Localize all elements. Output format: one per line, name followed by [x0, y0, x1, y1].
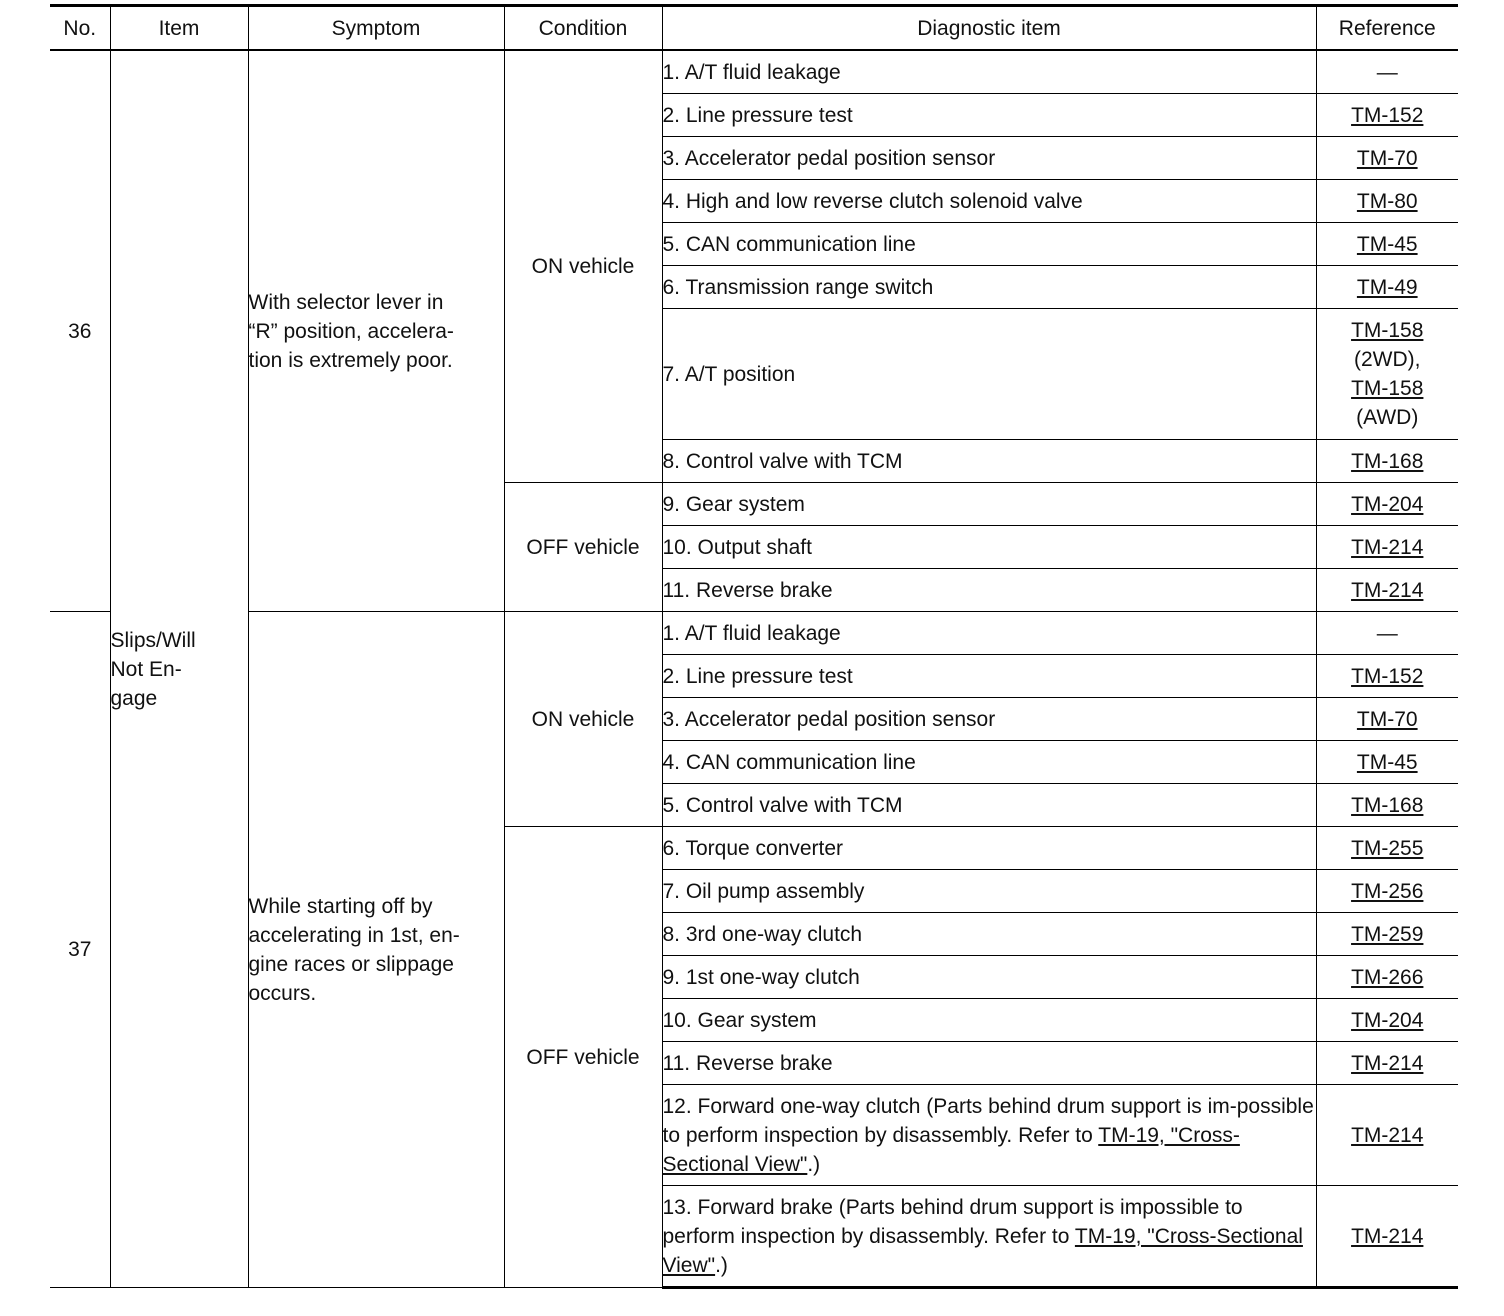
reference-cell — [1316, 569, 1458, 612]
diagnostic-item: 1. A/T fluid leakage — [662, 50, 1316, 94]
reference-link[interactable]: TM-45 — [1356, 232, 1418, 256]
condition-off-vehicle: OFF vehicle — [504, 827, 662, 1288]
table-row — [50, 612, 1458, 655]
reference-cell — [1316, 827, 1458, 870]
reference-link[interactable]: TM-214 — [1351, 1123, 1424, 1147]
reference-link[interactable]: TM-45 — [1356, 750, 1418, 774]
reference-cell: — — [1316, 612, 1458, 655]
reference-cell — [1316, 870, 1458, 913]
header-symptom: Symptom — [248, 6, 504, 51]
diagnostic-item: 7. A/T position — [662, 309, 1316, 440]
cross-sectional-view-link[interactable]: TM-19, "Cross-Sectional View" — [662, 1224, 1303, 1277]
diagnostic-item: 9. Gear system — [662, 483, 1316, 526]
reference-cell — [1316, 784, 1458, 827]
condition-off-vehicle: OFF vehicle — [504, 483, 662, 612]
reference-cell — [1316, 956, 1458, 999]
reference-cell — [1316, 266, 1458, 309]
reference-cell — [1316, 440, 1458, 483]
diagnostic-item — [662, 1085, 1316, 1186]
header-diagnostic-item: Diagnostic item — [662, 6, 1316, 51]
reference-cell — [1316, 223, 1458, 266]
condition-on-vehicle: ON vehicle — [504, 50, 662, 483]
reference-link[interactable]: TM-168 — [1351, 793, 1424, 817]
diagnostic-item: 5. Control valve with TCM — [662, 784, 1316, 827]
diagnostic-item: 3. Accelerator pedal position sensor — [662, 698, 1316, 741]
reference-link[interactable]: TM-256 — [1351, 879, 1424, 903]
diagnostic-item: 11. Reverse brake — [662, 1042, 1316, 1085]
reference-link[interactable]: TM-255 — [1351, 836, 1424, 860]
diagnostic-item: 6. Transmission range switch — [662, 266, 1316, 309]
reference-cell — [1316, 999, 1458, 1042]
symptom-37: While starting off by accelerating in 1st, en- gine races or slippage occurs. — [248, 612, 504, 1288]
reference-note: (2WD), — [1354, 348, 1421, 371]
condition-on-vehicle: ON vehicle — [504, 612, 662, 827]
diagnostic-item: 4. High and low reverse clutch solenoid valve — [662, 180, 1316, 223]
reference-cell — [1316, 483, 1458, 526]
item-cell — [110, 50, 248, 1288]
reference-link[interactable]: TM-214 — [1351, 535, 1424, 559]
reference-cell — [1316, 180, 1458, 223]
reference-link[interactable]: TM-80 — [1356, 189, 1418, 213]
reference-link[interactable]: TM-204 — [1351, 492, 1424, 516]
diagnostic-item — [662, 1186, 1316, 1288]
diagnostic-item: 6. Torque converter — [662, 827, 1316, 870]
diagnostic-text: 12. Forward one-way clutch (Parts behind drum support is im-possible to perform inspection by disassembly. Refer to — [662, 1094, 1314, 1147]
diagnostic-item: 1. A/T fluid leakage — [662, 612, 1316, 655]
reference-note: (AWD) — [1356, 406, 1419, 429]
diagnostic-item: 3. Accelerator pedal position sensor — [662, 137, 1316, 180]
header-row — [50, 6, 1458, 51]
diagnostic-item: 10. Gear system — [662, 999, 1316, 1042]
reference-cell: — — [1316, 50, 1458, 94]
reference-link[interactable]: TM-152 — [1351, 103, 1424, 127]
reference-link[interactable]: TM-158 — [1351, 319, 1424, 342]
diagnosis-table — [50, 4, 1458, 1289]
reference-cell — [1316, 1085, 1458, 1186]
diagnostic-text: 13. Forward brake (Parts behind drum support is impossible to perform inspection by disassembly. Refer to — [662, 1195, 1243, 1248]
diagnostic-item: 8. Control valve with TCM — [662, 440, 1316, 483]
reference-cell — [1316, 741, 1458, 784]
reference-cell — [1316, 137, 1458, 180]
item-line: gage — [110, 686, 158, 710]
diagnostic-item: 11. Reverse brake — [662, 569, 1316, 612]
diagnostic-item: 10. Output shaft — [662, 526, 1316, 569]
header-no: No. — [50, 6, 110, 51]
diagnostic-item: 4. CAN communication line — [662, 741, 1316, 784]
symptom-36: With selector lever in “R” position, accelera- tion is extremely poor. — [248, 50, 504, 612]
table-row — [50, 50, 1458, 94]
header-condition: Condition — [504, 6, 662, 51]
reference-link[interactable]: TM-266 — [1351, 965, 1424, 989]
diagnostic-item: 8. 3rd one-way clutch — [662, 913, 1316, 956]
reference-link[interactable]: TM-70 — [1356, 707, 1418, 731]
reference-link[interactable]: TM-168 — [1351, 449, 1424, 473]
header-reference: Reference — [1316, 6, 1458, 51]
reference-link[interactable]: TM-49 — [1356, 275, 1418, 299]
row-number-37: 37 — [50, 612, 110, 1288]
cross-sectional-view-link[interactable]: TM-19, "Cross-Sectional View" — [662, 1123, 1240, 1176]
diagnostic-item: 9. 1st one-way clutch — [662, 956, 1316, 999]
reference-cell — [1316, 526, 1458, 569]
reference-cell — [1316, 913, 1458, 956]
reference-cell — [1316, 698, 1458, 741]
reference-link[interactable]: TM-204 — [1351, 1008, 1424, 1032]
reference-link[interactable]: TM-70 — [1356, 146, 1418, 170]
header-item: Item — [110, 6, 248, 51]
item-line: Not En- — [110, 657, 182, 681]
diagnostic-item: 5. CAN communication line — [662, 223, 1316, 266]
diagnostic-item: 7. Oil pump assembly — [662, 870, 1316, 913]
diagnostic-text-tail: .) — [715, 1253, 728, 1277]
row-number-36: 36 — [50, 50, 110, 612]
reference-link[interactable]: TM-158 — [1351, 377, 1424, 400]
reference-cell — [1316, 655, 1458, 698]
reference-cell — [1316, 309, 1458, 440]
item-line: Slips/Will — [110, 628, 196, 652]
reference-link[interactable]: TM-214 — [1351, 1224, 1424, 1248]
reference-cell — [1316, 1186, 1458, 1288]
reference-cell — [1316, 94, 1458, 137]
diagnostic-item: 2. Line pressure test — [662, 94, 1316, 137]
diagnostic-item: 2. Line pressure test — [662, 655, 1316, 698]
reference-link[interactable]: TM-214 — [1351, 1051, 1424, 1075]
reference-cell — [1316, 1042, 1458, 1085]
diagnostic-text-tail: .) — [807, 1152, 821, 1176]
reference-link[interactable]: TM-259 — [1351, 922, 1424, 946]
reference-link[interactable]: TM-214 — [1351, 578, 1424, 602]
reference-link[interactable]: TM-152 — [1351, 664, 1424, 688]
